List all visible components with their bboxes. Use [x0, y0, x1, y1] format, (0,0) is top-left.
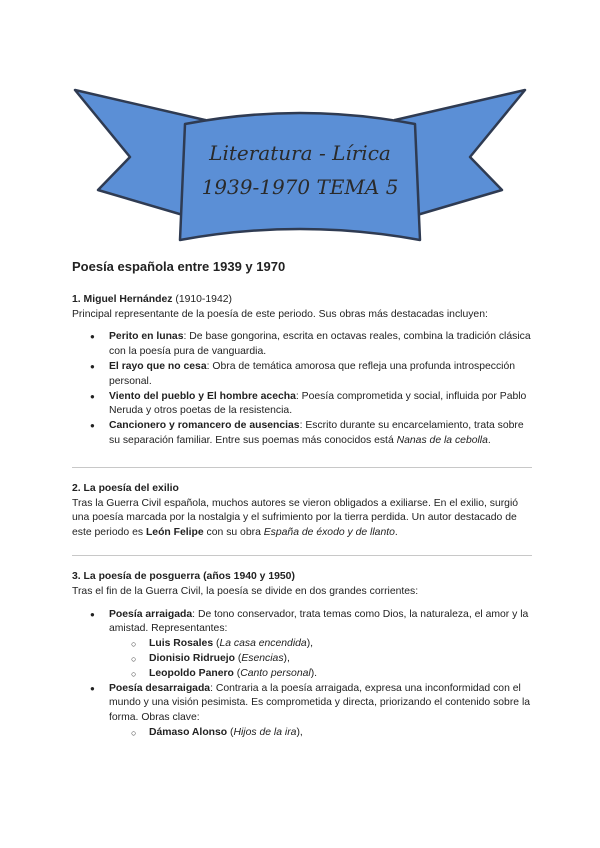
work-title: Perito en lunas	[109, 331, 184, 343]
punctuation: ),	[296, 726, 303, 738]
work-title: Cancionero y romancero de ausencias	[109, 420, 300, 432]
work-desc: : De base gongorina, escrita en octavas reales, combina la tradición clásica con la poesía pura de vanguardia.	[109, 331, 531, 358]
punctuation: .	[394, 527, 398, 539]
current-title: Poesía arraigada	[109, 608, 193, 620]
punctuation: .	[487, 434, 491, 446]
work-title: Hijos de la ira	[233, 726, 297, 738]
work-title: La casa encendida	[219, 638, 307, 650]
current-desc: : Contraria a la poesía arraigada, expresa una inconformidad con el mundo y una visión pesimista. Es comprometida y directa, priorizando el contenido sobre la forma. Obras clave:	[109, 682, 531, 724]
work-desc: : Obra de temática amorosa que refleja una profunda introspección personal.	[109, 360, 516, 387]
punctuation: ),	[283, 652, 290, 664]
author-name: Luis Rosales	[149, 638, 214, 650]
representatives-list	[109, 637, 532, 681]
works-list	[72, 330, 532, 448]
list-item	[149, 652, 532, 667]
punctuation: (	[233, 667, 241, 679]
section-miguel-hernandez	[72, 293, 532, 449]
divider	[72, 467, 532, 468]
work-title: Esencias	[241, 652, 284, 664]
years: (1910-1942)	[172, 293, 232, 305]
divider	[72, 555, 532, 556]
banner-title-line2: 1939-1970 TEMA 5	[201, 175, 399, 199]
text: con su obra	[203, 527, 264, 539]
list-item	[149, 637, 532, 652]
document-body	[72, 260, 532, 741]
list-item	[109, 390, 532, 420]
work-title: El rayo que no cesa	[109, 360, 207, 372]
current-desc: : De tono conservador, trata temas como Dios, la naturaleza, el amor y la amistad. Representantes:	[109, 608, 529, 635]
banner-title-line1: Literatura - Lírica	[209, 141, 391, 165]
punctuation: (	[227, 726, 234, 738]
punctuation: (	[235, 652, 242, 664]
list-item	[109, 360, 532, 390]
current-title: Poesía desarraigada	[109, 682, 211, 694]
work-desc: : Poesía comprometida y social, influida por Pablo Neruda y otros poetas de la resistencia.	[109, 390, 527, 417]
list-item	[149, 726, 532, 741]
section-heading: 1. Miguel Hernández	[72, 293, 173, 305]
author-name: Dionisio Ridruejo	[149, 652, 236, 664]
list-item	[149, 667, 532, 682]
section-exilio	[72, 482, 532, 541]
author-name: Dámaso Alonso	[149, 726, 228, 738]
list-item	[109, 682, 532, 741]
poem-title: Nanas de la cebolla	[396, 434, 488, 446]
list-item	[109, 419, 532, 449]
section-text	[72, 497, 532, 541]
work-title: Canto personal	[240, 667, 311, 679]
punctuation: ),	[306, 638, 314, 650]
page-title: Poesía española entre 1939 y 1970	[72, 259, 286, 274]
author-name: León Felipe	[145, 527, 204, 539]
list-item	[109, 330, 532, 360]
punctuation: ).	[310, 667, 318, 679]
section-intro: Principal representante de la poesía de este periodo. Sus obras más destacadas incluyen:	[72, 308, 488, 320]
work-title: España de éxodo y de llanto	[263, 527, 395, 539]
key-works-list	[109, 726, 532, 741]
text: Tras la Guerra Civil española, muchos autores se vieron obligados a exiliarse. En el exilio, surgió una poesía marcada por la nostalgia y el sufrimiento por la tierra perdida. Un autor destacado de este periodo es	[72, 497, 519, 539]
punctuation: (	[213, 638, 220, 650]
author-name: Leopoldo Panero	[149, 667, 234, 679]
currents-list	[72, 608, 532, 741]
section-heading: 2. La poesía del exilio	[72, 482, 179, 494]
work-title: Viento del pueblo y El hombre acecha	[109, 390, 296, 402]
section-intro: Tras el fin de la Guerra Civil, la poesía se divide en dos grandes corrientes:	[72, 585, 419, 597]
section-posguerra	[72, 570, 532, 741]
work-desc: : Escrito durante su encarcelamiento, trata sobre su separación familiar. Entre sus poemas más conocidos está	[109, 420, 524, 446]
list-item	[109, 608, 532, 682]
section-heading: 3. La poesía de posguerra (años 1940 y 1950)	[72, 570, 295, 582]
